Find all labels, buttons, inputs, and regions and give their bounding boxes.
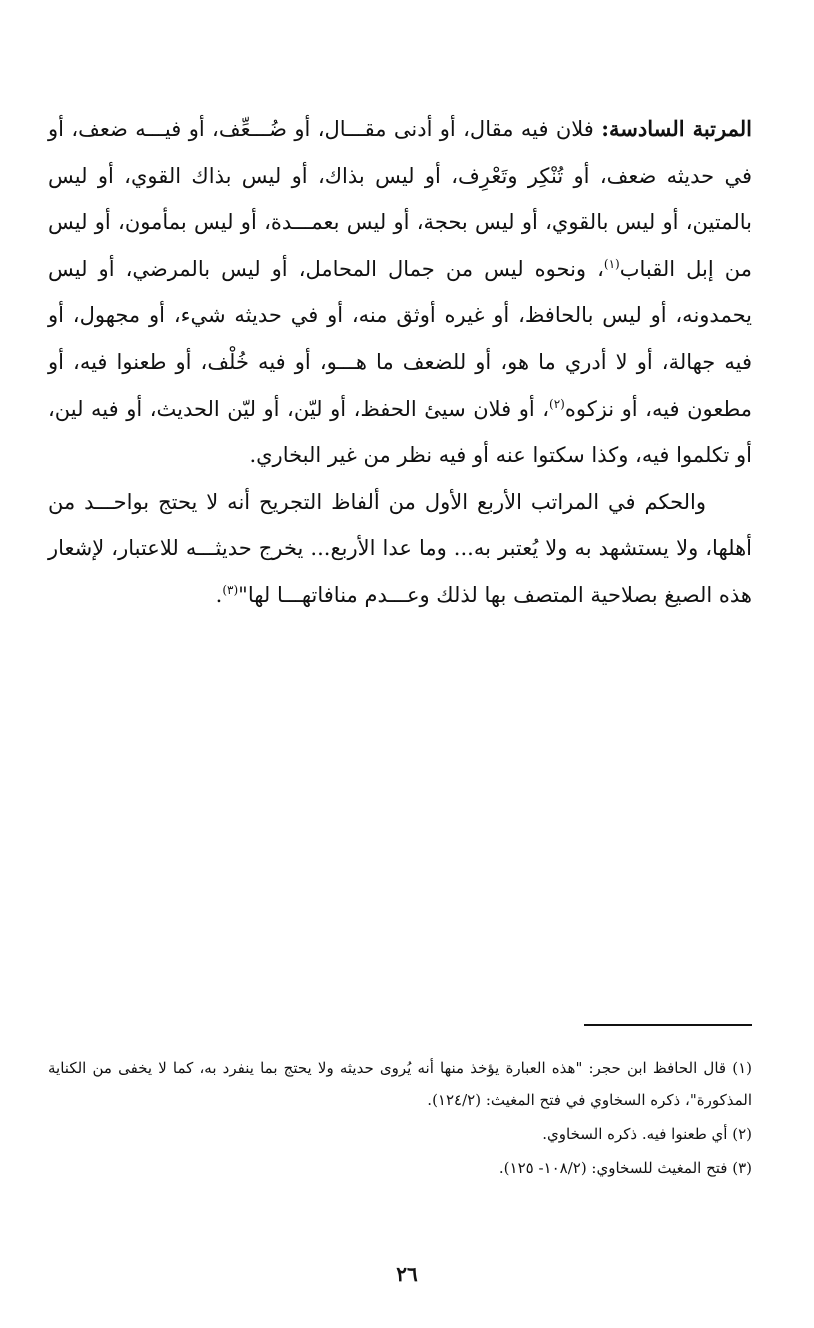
main-text <box>48 106 752 619</box>
footnote-1: (١) قال الحافظ ابن حجر: "هذه العبارة يؤخذ منها أنه يُروى حديثه ولا يحتج بما ينفرد به، كما لا يخفى من الكناية المذكورة"، ذكره السخاوي في فتح المغيث: (١٢٤/٢). <box>48 1059 752 1109</box>
paragraph-sixth-rank <box>48 106 752 479</box>
paragraph-text: . <box>215 582 223 607</box>
paragraph-text: ، ونحوه ليس من جمال المحامل، أو ليس بالمرضي، أو ليس يحمدونه، أو ليس بالحافظ، أو غيره أوثق منه، أو في حديثه شيء، أو مجهول، أو فيه جهالة، أو لا أدري ما هو، أو للضعف ما هـــو، أو فيه خُلْف، أو طعنوا فيه، أو مطعون فيه، أو نزكوه <box>48 256 752 421</box>
page-number: ٢٦ <box>396 1262 418 1286</box>
paragraph-ruling <box>48 479 752 619</box>
footnote-ref-2[interactable]: (٢) <box>549 396 565 411</box>
paragraph-text: ، أو فلان سيئ الحفظ، أو ليّن، أو ليّن الحديث، أو فيه لين، أو تكلموا فيه، وكذا سكتوا عنه أو فيه نظر من غير البخاري. <box>48 396 752 468</box>
footnotes <box>48 1052 752 1186</box>
footnote-separator <box>584 1024 752 1026</box>
paragraph-text: فلان فيه مقال، أو أدنى مقـــال، أو ضُـــعِّف، أو فيـــه ضعف، أو في حديثه ضعف، أو تُنْكِر وتَعْرِف، أو ليس بذاك، أو ليس بذاك القوي، أو ليس بالمتين، أو ليس بالقوي، أو ليس بحجة، أو ليس بعمـــدة، أو ليس بمأمون، أو ليس من إبل القباب <box>48 117 752 281</box>
footnote-ref-1[interactable]: (١) <box>603 256 620 271</box>
footnote-ref-3[interactable]: (٣) <box>222 582 239 597</box>
footnote-2: (٢) أي طعنوا فيه. ذكره السخاوي. <box>542 1125 752 1143</box>
footnote-3: (٣) فتح المغيث للسخاوي: (١٠٨/٢- ١٢٥). <box>498 1159 752 1177</box>
paragraph-text: والحكم في المراتب الأربع الأول من ألفاظ التجريح أنه لا يحتج بواحـــد من أهلها، ولا يستشهد به ولا يُعتبر به... وما عدا الأربع... يخرج حديثـــه للاعتبار، لإشعار هذه الصيغ بصلاحية المتصف بها لذلك وعـــدم منافاتهـــا لها" <box>48 489 752 607</box>
heading-sixth-rank: المرتبة السادسة: <box>601 116 752 141</box>
